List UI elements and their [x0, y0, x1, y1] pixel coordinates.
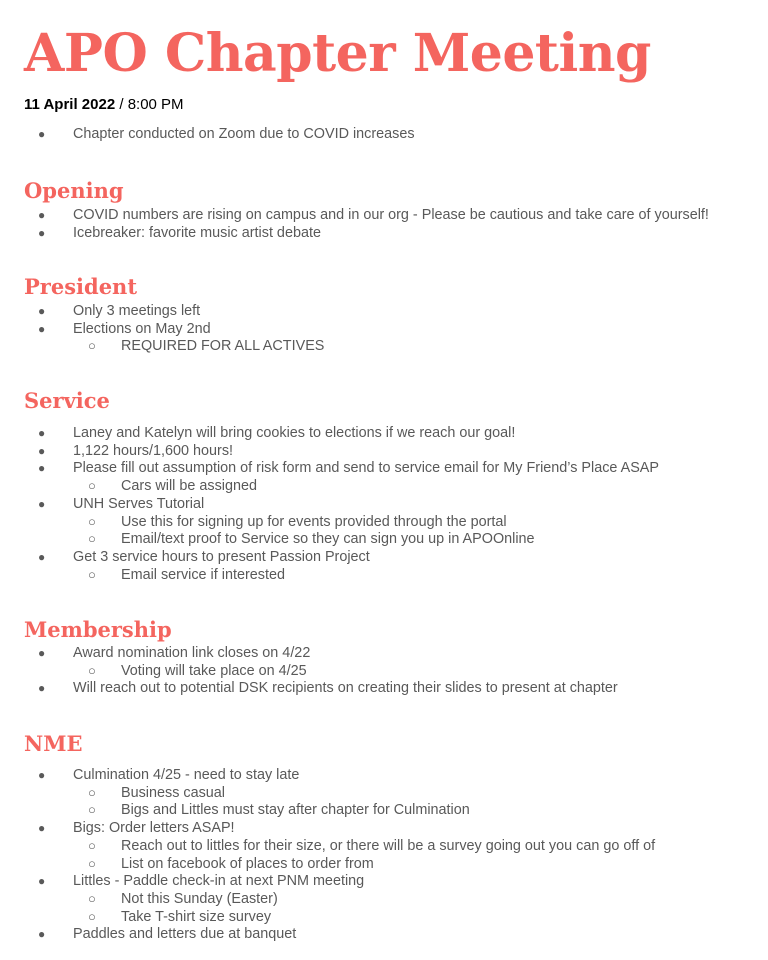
list-item: [0, 680, 768, 698]
hollow-bullet-icon: ○: [88, 908, 96, 924]
hollow-bullet-icon: ○: [88, 855, 96, 871]
section-heading-president: President: [24, 274, 138, 299]
list-item-text: Email service if interested: [121, 566, 285, 583]
list-item: [0, 225, 768, 243]
hollow-bullet-icon: ○: [88, 662, 96, 678]
hollow-bullet-icon: ○: [88, 478, 96, 494]
bullet-icon: ●: [38, 127, 46, 141]
list-item: [0, 645, 768, 663]
list-item-text: Please fill out assumption of risk form and send to service email for My Friend’s Place ASAP: [73, 460, 660, 477]
hollow-bullet-icon: ○: [88, 890, 96, 906]
list-item-text: 1,122 hours/1,600 hours!: [73, 442, 234, 459]
hollow-bullet-icon: ○: [88, 837, 96, 853]
list-item: [0, 820, 768, 838]
bullet-icon: ●: [38, 681, 46, 696]
sub-list-item: [0, 838, 768, 856]
bullet-icon: ●: [38, 768, 46, 782]
list-item-text: Bigs: Order letters ASAP!: [73, 820, 235, 837]
list-item-text: COVID numbers are rising on campus and in our org - Please be cautious and take care of yourself!: [73, 207, 709, 223]
list-item-text: Icebreaker: favorite music artist debate: [73, 224, 321, 241]
list-item-text: Bigs and Littles must stay after chapter for Culmination: [121, 802, 470, 819]
list-item-text: Award nomination link closes on 4/22: [73, 645, 311, 661]
sub-list-item: [0, 856, 768, 874]
meeting-date: 11 April 2022: [24, 96, 116, 113]
list-item-text: Culmination 4/25 - need to stay late: [73, 767, 300, 783]
nme-list: [0, 767, 768, 944]
list-item: [0, 321, 768, 339]
bullet-icon: ●: [38, 927, 46, 942]
sub-list-item: [0, 663, 768, 681]
hollow-bullet-icon: ○: [88, 513, 96, 529]
hollow-bullet-icon: ○: [88, 566, 96, 582]
list-item-text: UNH Serves Tutorial: [73, 495, 205, 512]
list-item-text: Only 3 meetings left: [73, 303, 201, 319]
opening-list: [0, 207, 768, 242]
bullet-icon: ●: [38, 304, 46, 318]
list-item-text: Voting will take place on 4/25: [121, 662, 307, 679]
sub-list-item: [0, 785, 768, 803]
list-item: [0, 767, 768, 785]
section-heading-membership: Membership: [24, 617, 172, 642]
bullet-icon: ●: [38, 549, 46, 564]
bullet-icon: ●: [38, 225, 46, 240]
list-item: [0, 926, 768, 944]
list-item-text: List on facebook of places to order from: [121, 855, 374, 872]
sub-list-item: [0, 909, 768, 927]
list-item-text: Get 3 service hours to present Passion Project: [73, 548, 370, 565]
bullet-icon: ●: [38, 461, 46, 476]
section-heading-nme: NME: [24, 731, 83, 756]
list-item-text: Will reach out to potential DSK recipients on creating their slides to present at chapter: [73, 680, 618, 697]
membership-list: [0, 645, 768, 698]
bullet-icon: ●: [38, 496, 46, 511]
list-item-text: Littles - Paddle check-in at next PNM meeting: [73, 873, 365, 890]
president-list: [0, 303, 768, 356]
list-item: [0, 303, 768, 321]
sub-list-item: [0, 514, 768, 532]
hollow-bullet-icon: ○: [88, 802, 96, 818]
list-item-text: Take T-shirt size survey: [121, 908, 272, 925]
list-item: [0, 126, 768, 144]
hollow-bullet-icon: ○: [88, 338, 96, 354]
list-item-text: Laney and Katelyn will bring cookies to elections if we reach our goal!: [73, 425, 516, 441]
sub-list-item: [0, 802, 768, 820]
section-heading-service: Service: [24, 388, 110, 413]
intro-list: [0, 126, 768, 144]
list-item-text: REQUIRED FOR ALL ACTIVES: [121, 338, 325, 355]
bullet-icon: ●: [38, 321, 46, 336]
list-item-text: Business casual: [121, 784, 225, 801]
list-item: [0, 207, 768, 225]
sub-list-item: [0, 478, 768, 496]
list-item: [0, 496, 768, 514]
bullet-icon: ●: [38, 646, 46, 660]
list-item: [0, 460, 768, 478]
list-item-text: Elections on May 2nd: [73, 320, 211, 337]
list-item-text: Paddles and letters due at banquet: [73, 926, 297, 943]
page-title: APO Chapter Meeting: [24, 23, 651, 84]
service-list: [0, 425, 768, 584]
bullet-icon: ●: [38, 874, 46, 889]
bullet-icon: ●: [38, 208, 46, 222]
list-item-text: Use this for signing up for events provided through the portal: [121, 513, 507, 530]
meeting-time: 8:00 PM: [127, 96, 184, 113]
list-item: [0, 873, 768, 891]
list-item: [0, 549, 768, 567]
list-item-text: Cars will be assigned: [121, 478, 257, 495]
list-item-text: Not this Sunday (Easter): [121, 890, 278, 907]
bullet-icon: ●: [38, 426, 46, 440]
sub-list-item: [0, 338, 768, 356]
bullet-icon: ●: [38, 443, 46, 458]
meeting-dateline: [24, 95, 184, 115]
hollow-bullet-icon: ○: [88, 784, 96, 800]
list-item-text: Chapter conducted on Zoom due to COVID increases: [73, 126, 415, 142]
list-item-text: Reach out to littles for their size, or there will be a survey going out you can go off of: [121, 837, 656, 854]
list-item: [0, 425, 768, 443]
section-heading-opening: Opening: [24, 178, 124, 203]
list-item: [0, 443, 768, 461]
bullet-icon: ●: [38, 821, 46, 836]
sub-list-item: [0, 891, 768, 909]
date-time-separator: /: [115, 96, 128, 113]
list-item-text: Email/text proof to Service so they can sign you up in APOOnline: [121, 531, 535, 548]
sub-list-item: [0, 531, 768, 549]
sub-list-item: [0, 567, 768, 585]
hollow-bullet-icon: ○: [88, 531, 96, 547]
